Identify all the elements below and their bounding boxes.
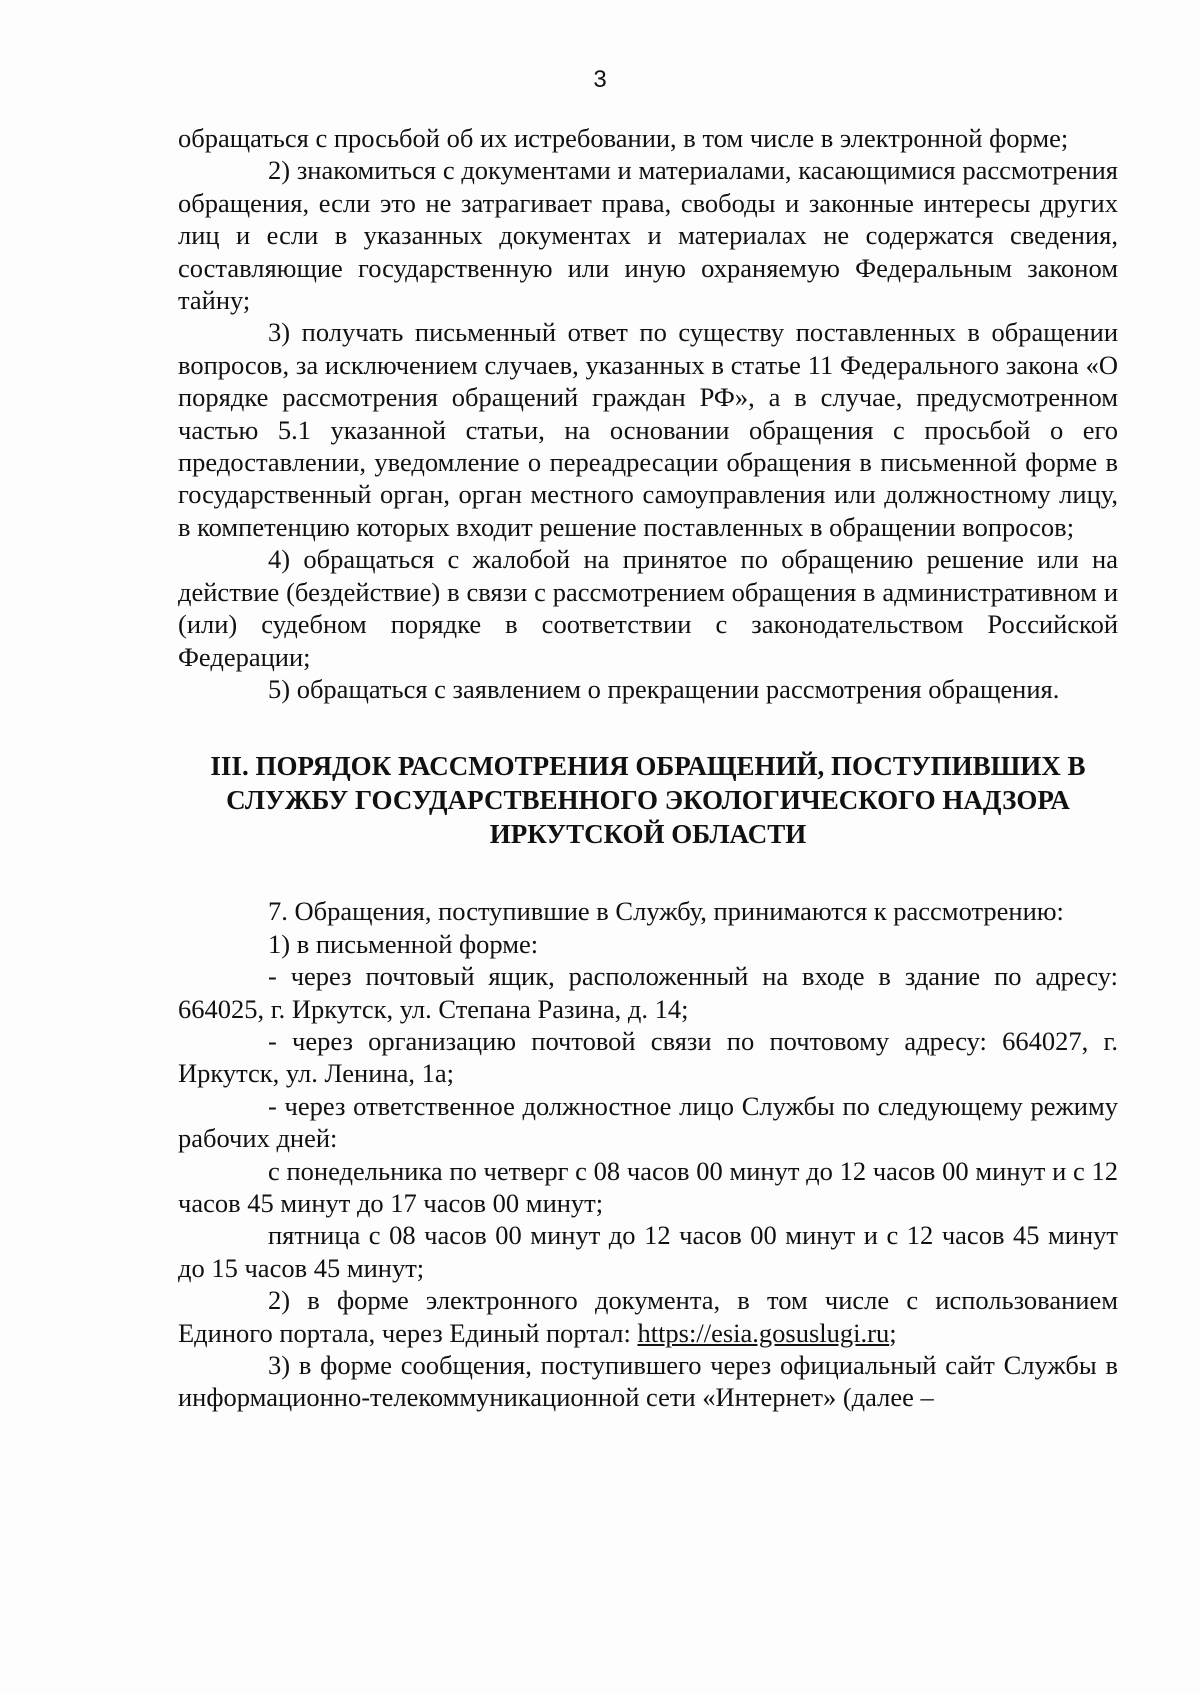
- portal-text: 2) в форме электронного документа, в том числе с использованием Единого портала, через Единый портал:: [178, 1285, 1118, 1348]
- list-item-5: 5) обращаться с заявлением о прекращении рассмотрения обращения.: [268, 673, 1060, 704]
- schedule-mon-thu: с понедельника по четверг с 08 часов 00 минут до 12 часов 00 минут и с 12 часов 45 минут до 17 часов 00 минут;: [178, 1155, 1118, 1218]
- list-item-electronic: [178, 1284, 1118, 1349]
- paragraph: обращаться с просьбой об их истребовании, в том числе в электронной форме;: [178, 123, 1069, 153]
- heading-line-1: III. ПОРЯДОК РАССМОТРЕНИЯ ОБРАЩЕНИЙ, ПОСТУПИВШИХ В: [210, 751, 1086, 782]
- clause-7: 7. Обращения, поступившие в Службу, принимаются к рассмотрению:: [268, 896, 1064, 927]
- list-item-official: - через ответственное должностное лицо Службы по следующему режиму рабочих дней:: [178, 1090, 1118, 1154]
- heading-line-2: СЛУЖБУ ГОСУДАРСТВЕННОГО ЭКОЛОГИЧЕСКОГО НАДЗОРА: [226, 785, 1070, 816]
- list-item-4: 4) обращаться с жалобой на принятое по обращению решение или на действие (бездействие) в связи с рассмотрением обращения в административном и (или) судебном порядке в соответствии с законодательством Российской Федерации;: [178, 544, 1118, 672]
- list-item-written-form: 1) в письменной форме:: [268, 928, 539, 959]
- document-body: [178, 122, 1118, 1414]
- list-item-mailbox: - через почтовый ящик, расположенный на входе в здание по адресу: 664025, г. Иркутск, ул. Степана Разина, д. 14;: [178, 961, 1118, 1024]
- list-item-postal: - через организацию почтовой связи по почтовому адресу: 664027, г. Иркутск, ул. Ленина, 1а;: [178, 1025, 1118, 1089]
- list-item-website: 3) в форме сообщения, поступившего через официальный сайт Службы в информационно-телекоммуникационной сети «Интернет» (далее –: [178, 1350, 1118, 1413]
- page-number: 3: [593, 66, 607, 93]
- schedule-fri: пятница с 08 часов 00 минут до 12 часов 00 минут и с 12 часов 45 минут до 15 часов 45 минут;: [178, 1220, 1118, 1283]
- section-heading: [178, 749, 1118, 851]
- heading-line-3: ИРКУТСКОЙ ОБЛАСТИ: [489, 819, 807, 850]
- list-item-3: 3) получать письменный ответ по существу поставленных в обращении вопросов, за исключением случаев, указанных в статье 11 Федерального закона «О порядке рассмотрения обращений граждан РФ», а в случае, предусмотренном частью 5.1 указанной статьи, на основании обращения с просьбой о его предоставлении, уведомление о переадресации обращения в письменной форме в государственный орган, орган местного самоуправления или должностному лицу, в компетенцию которых входит решение поставленных в обращении вопросов;: [178, 317, 1118, 542]
- portal-link[interactable]: https://esia.gosuslugi.ru: [637, 1317, 890, 1348]
- portal-text-end: ;: [889, 1317, 897, 1348]
- list-item-2: 2) знакомиться с документами и материалами, касающимися рассмотрения обращения, если это не затрагивает права, свободы и законные интересы других лиц и если в указанных документах и материалах не содержатся сведения, составляющие государственную или иную охраняемую Федеральным законом тайну;: [178, 155, 1118, 316]
